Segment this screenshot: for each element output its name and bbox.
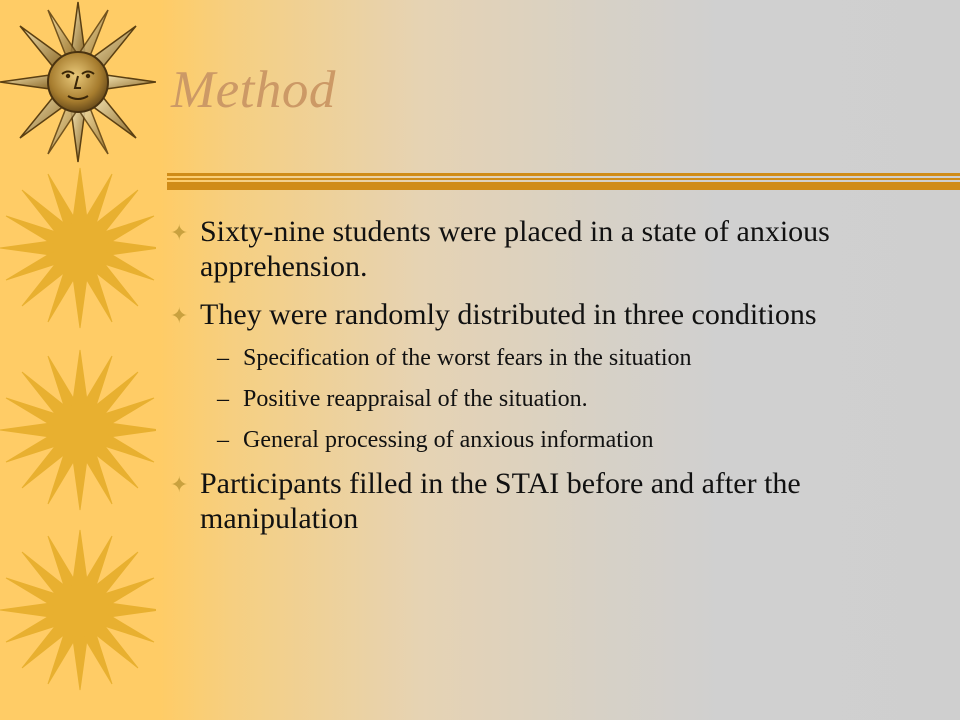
sub-bullet-text: General processing of anxious information (243, 427, 654, 453)
bullet-text: They were randomly distributed in three conditions (200, 298, 817, 331)
sun-icon (0, 168, 156, 328)
sub-bullet-text: Positive reappraisal of the situation. (243, 386, 588, 412)
star-bullet-icon: ✦ (170, 472, 189, 497)
bullet-item (170, 214, 930, 284)
sub-bullet-list (170, 343, 930, 455)
sun-face-icon (0, 2, 156, 162)
slide-title: Method (171, 61, 336, 119)
slide-body (170, 214, 930, 549)
bullet-item (170, 297, 930, 333)
sub-bullet-item (217, 343, 930, 373)
star-bullet-icon: ✦ (170, 220, 189, 245)
star-bullet-icon: ✦ (170, 303, 189, 328)
sub-bullet-text: Specification of the worst fears in the situation (243, 345, 692, 371)
bullet-item (170, 466, 930, 536)
sub-bullet-item (217, 384, 930, 414)
left-sidebar (0, 0, 156, 720)
sidebar-decoration (0, 0, 156, 720)
title-divider (167, 173, 960, 190)
sun-icon (0, 350, 156, 510)
sun-icon (0, 530, 156, 690)
sub-bullet-item (217, 425, 930, 455)
dash-bullet: – (217, 345, 229, 371)
bullet-text: Participants filled in the STAI before and after the manipulation (200, 467, 801, 535)
dash-bullet: – (217, 427, 229, 453)
bullet-text: Sixty-nine students were placed in a state of anxious apprehension. (200, 215, 830, 283)
dash-bullet: – (217, 386, 229, 412)
